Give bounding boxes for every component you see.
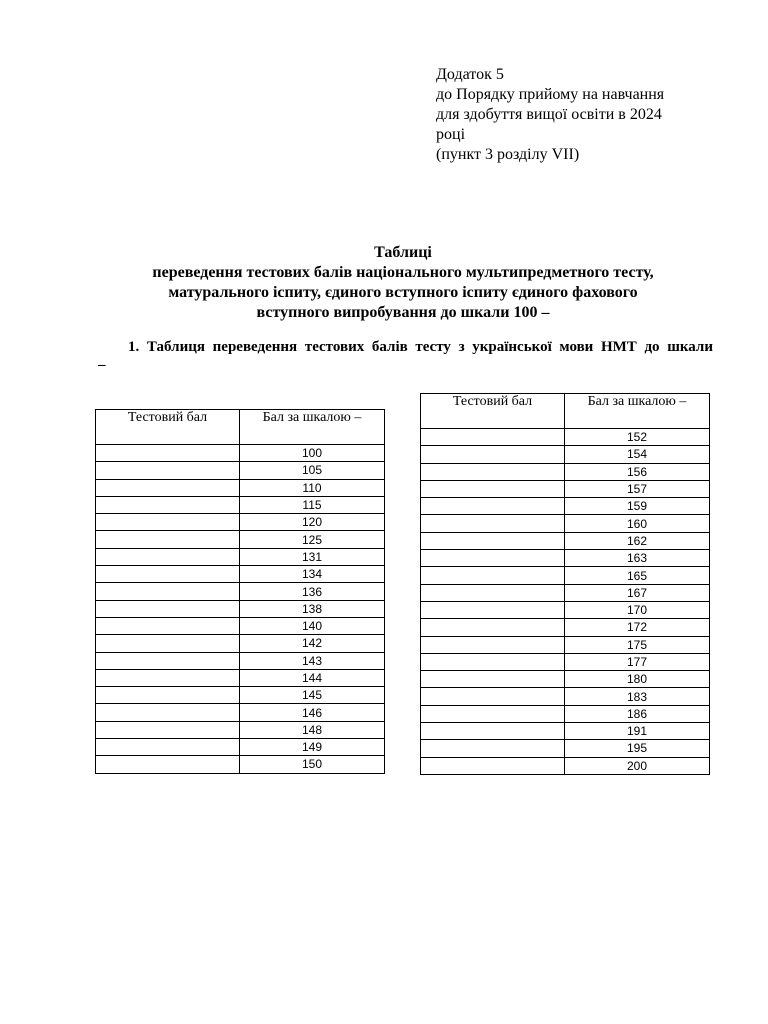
test-score-cell [96,445,240,462]
appendix-note [436,65,736,165]
scale-score-cell: 136 [240,583,385,600]
scale-score-cell: 200 [565,757,710,774]
scale-score-cell: 167 [565,584,710,601]
table-row [96,479,385,496]
table-row [421,688,710,705]
table-row [96,687,385,704]
scale-score-cell: 163 [565,550,710,567]
appendix-line: до Порядку прийому на навчання [436,86,665,103]
table-row [96,496,385,513]
test-score-cell [421,584,565,601]
scale-score-cell: 131 [240,548,385,565]
conversion-table-right [420,393,710,775]
table-row [421,619,710,636]
scale-score-cell: 177 [565,653,710,670]
scale-score-cell: 105 [240,462,385,479]
appendix-line: для здобуття вищої освіти в 2024 [436,106,662,123]
header-test-score: Тестовий бал [421,394,565,429]
test-score-cell [96,704,240,721]
test-score-cell [96,531,240,548]
scale-score-cell: 162 [565,532,710,549]
table-row [421,532,710,549]
test-score-cell [96,462,240,479]
test-score-cell [421,429,565,446]
test-score-cell [96,669,240,686]
test-score-cell [421,601,565,618]
table-row [421,723,710,740]
scale-score-cell: 145 [240,687,385,704]
scale-score-cell: 134 [240,566,385,583]
table-row [421,463,710,480]
table-row [96,635,385,652]
scale-score-cell: 120 [240,514,385,531]
table-row [421,498,710,515]
scale-score-cell: 157 [565,480,710,497]
table-row [96,669,385,686]
table-row [96,704,385,721]
test-score-cell [421,498,565,515]
scale-score-cell: 110 [240,479,385,496]
scale-score-cell: 138 [240,600,385,617]
title-line: переведення тестових балів національного мультипредметного тесту, [152,264,654,281]
scale-score-cell: 165 [565,567,710,584]
table-row [96,583,385,600]
scale-score-cell: 146 [240,704,385,721]
table-row [421,653,710,670]
test-score-cell [96,756,240,773]
table-row [421,567,710,584]
test-score-cell [96,652,240,669]
title-line: матурального іспиту, єдиного вступного іспиту єдиного фахового [168,284,638,301]
test-score-cell [96,739,240,756]
table-row [421,446,710,463]
table-row [421,429,710,446]
scale-score-cell: 183 [565,688,710,705]
table-row [421,757,710,774]
test-score-cell [421,757,565,774]
table-row [96,531,385,548]
table-row [96,756,385,773]
table-header-row [96,410,385,445]
table-row [96,548,385,565]
scale-score-cell: 125 [240,531,385,548]
test-score-cell [96,721,240,738]
scale-score-cell: 100 [240,445,385,462]
table-row [421,515,710,532]
table-header-row [421,394,710,429]
test-score-cell [96,617,240,634]
scale-score-cell: 115 [240,496,385,513]
test-score-cell [421,653,565,670]
appendix-line: році [436,126,466,143]
scale-score-cell: 140 [240,617,385,634]
scale-score-cell: 170 [565,601,710,618]
test-score-cell [96,635,240,652]
table-row [96,721,385,738]
test-score-cell [96,548,240,565]
test-score-cell [421,550,565,567]
test-score-cell [96,496,240,513]
header-scale-score: Бал за шкалою – [565,394,710,429]
scale-score-cell: 149 [240,739,385,756]
test-score-cell [421,705,565,722]
test-score-cell [421,463,565,480]
conversion-table-left [95,409,385,774]
test-score-cell [96,600,240,617]
scale-score-cell: 148 [240,721,385,738]
scale-score-cell: 186 [565,705,710,722]
test-score-cell [421,636,565,653]
test-score-cell [421,480,565,497]
test-score-cell [421,740,565,757]
test-score-cell [421,619,565,636]
table-row [96,445,385,462]
scale-score-cell: 152 [565,429,710,446]
test-score-cell [421,515,565,532]
table-row [96,514,385,531]
appendix-line: Додаток 5 [436,66,504,83]
test-score-cell [96,687,240,704]
table-row [96,566,385,583]
test-score-cell [421,723,565,740]
scale-score-cell: 142 [240,635,385,652]
test-score-cell [421,532,565,549]
table-row [96,600,385,617]
scale-score-cell: 150 [240,756,385,773]
table-row [96,462,385,479]
scale-score-cell: 195 [565,740,710,757]
table-row [421,740,710,757]
table-row [421,636,710,653]
table-row [421,480,710,497]
header-test-score: Тестовий бал [96,410,240,445]
section-heading [98,338,713,374]
table-row [96,617,385,634]
title-line: вступного випробування до шкали 100 – [256,304,550,321]
scale-score-cell: 175 [565,636,710,653]
document-title [60,243,746,323]
header-scale-score: Бал за шкалою – [240,410,385,445]
scale-score-cell: 154 [565,446,710,463]
section-heading-line: – [98,357,106,373]
scale-score-cell: 180 [565,671,710,688]
test-score-cell [96,514,240,531]
scale-score-cell: 160 [565,515,710,532]
test-score-cell [96,583,240,600]
test-score-cell [421,446,565,463]
table-row [421,705,710,722]
appendix-line: (пункт 3 розділу VII) [436,146,580,163]
table-row [96,652,385,669]
scale-score-cell: 144 [240,669,385,686]
table-row [421,584,710,601]
scale-score-cell: 159 [565,498,710,515]
scale-score-cell: 143 [240,652,385,669]
test-score-cell [421,567,565,584]
scale-score-cell: 172 [565,619,710,636]
test-score-cell [96,479,240,496]
section-heading-line: 1. Таблиця переведення тестових балів тесту з української мови НМТ до шкали [128,339,713,355]
test-score-cell [96,566,240,583]
title-line: Таблиці [374,244,432,261]
scale-score-cell: 156 [565,463,710,480]
table-row [421,671,710,688]
scale-score-cell: 191 [565,723,710,740]
table-row [421,550,710,567]
test-score-cell [421,671,565,688]
table-row [96,739,385,756]
test-score-cell [421,688,565,705]
table-row [421,601,710,618]
